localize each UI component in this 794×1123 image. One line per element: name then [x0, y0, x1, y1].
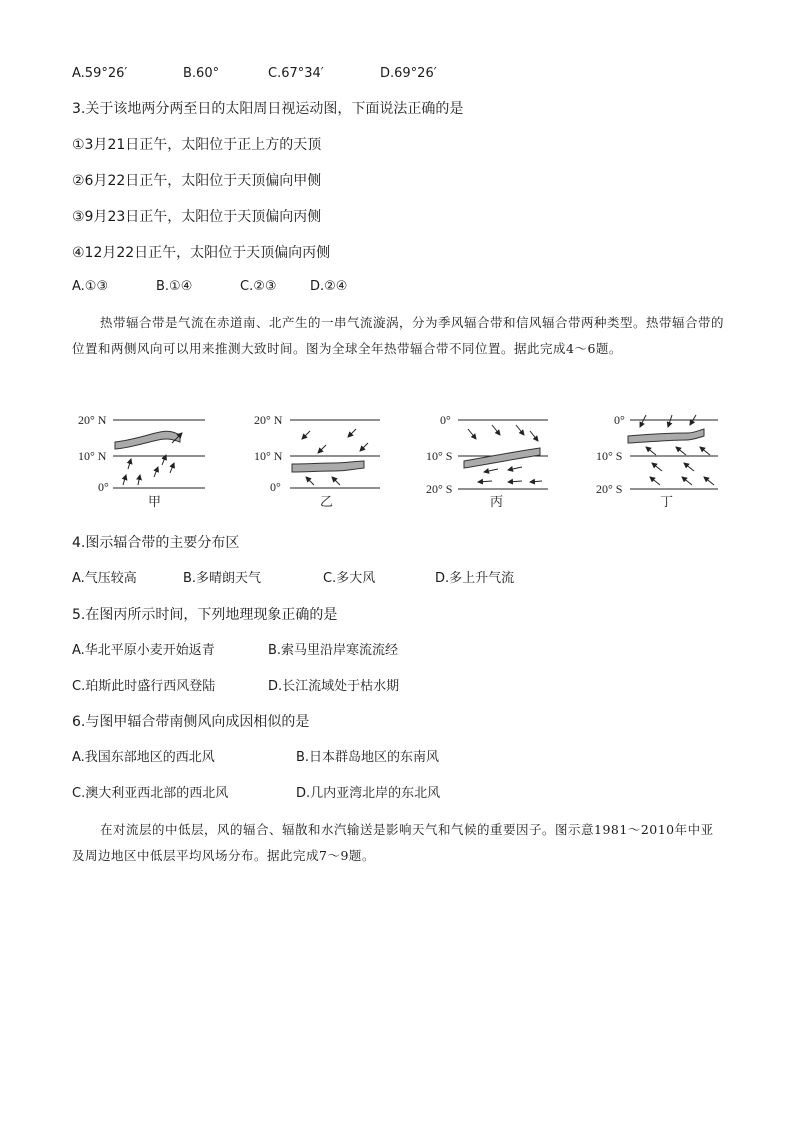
diagram-yi-label-mid: 10° N: [254, 449, 283, 463]
q4-stem: 4.图示辐合带的主要分布区: [72, 535, 240, 551]
q4-option-c: C.多大风: [323, 571, 376, 586]
q5-option-b: B.索马里沿岸寒流流经: [268, 643, 399, 658]
q5-option-c: C.珀斯此时盛行西风登陆: [72, 679, 216, 694]
q2-option-c: C.67°34′: [268, 66, 324, 81]
q3-statement-2: ②6月22日正午，太阳位于天顶偏向甲侧: [72, 173, 322, 189]
diagram-yi-caption: 乙: [320, 495, 334, 510]
convergence-zone-band: [292, 461, 364, 472]
q2-option-b: B.60°: [183, 66, 220, 81]
convergence-zone-band: [628, 429, 704, 443]
q6-option-a: A.我国东部地区的西北风: [72, 750, 215, 765]
q3-option-d: D.②④: [310, 279, 348, 294]
q4-option-b: B.多晴朗天气: [183, 571, 262, 586]
diagram-bing-label-mid: 10° S: [426, 449, 453, 463]
q5-option-d: D.长江流域处于枯水期: [268, 679, 400, 694]
q6-stem: 6.与图甲辐合带南侧风向成因相似的是: [72, 714, 310, 730]
convergence-zone-band: [464, 448, 540, 468]
diagram-bing-label-top: 0°: [440, 413, 451, 427]
diagram-ding: [590, 405, 740, 510]
diagram-jia-caption: 甲: [148, 495, 162, 510]
diagram-jia-label-mid: 10° N: [78, 449, 107, 463]
diagram-bing-caption: 丙: [490, 495, 504, 510]
diagram-yi: [248, 405, 398, 510]
convergence-zone-band: [115, 431, 180, 449]
diagram-ding-label-mid: 10° S: [596, 449, 623, 463]
q6-option-c: C.澳大利亚西北部的西北风: [72, 786, 229, 801]
q4-option-d: D.多上升气流: [435, 571, 515, 586]
q5-option-a: A.华北平原小麦开始返青: [72, 643, 215, 658]
diagram-jia-label-bottom: 0°: [98, 480, 109, 494]
q3-statement-4: ④12月22日正午，太阳位于天顶偏向丙侧: [72, 245, 331, 261]
intro-questions-7-9: 在对流层的中低层，风的辐合、辐散和水汽输送是影响天气和气候的重要因子。图示意1981～2010年中亚及周边地区中低层平均风场分布。据此完成7～9题。: [72, 822, 714, 863]
diagram-bing-label-bottom: 20° S: [426, 482, 453, 496]
q5-stem: 5.在图丙所示时间，下列地理现象正确的是: [72, 607, 338, 623]
diagram-ding-label-bottom: 20° S: [596, 482, 623, 496]
q6-option-d: D.几内亚湾北岸的东北风: [296, 786, 441, 801]
q3-option-c: C.②③: [240, 279, 277, 294]
q3-option-a: A.①③: [72, 279, 109, 294]
diagram-yi-label-bottom: 0°: [270, 480, 281, 494]
intro-questions-4-6: 热带辐合带是气流在赤道南、北产生的一串气流漩涡，分为季风辐合带和信风辐合带两种类型。热带辐合带的位置和两侧风向可以用来推测大致时间。图为全球全年热带辐合带不同位置。据此完成4～6题。: [72, 315, 725, 356]
q2-option-a: A.59°26′: [72, 66, 128, 81]
q4-option-a: A.气压较高: [72, 571, 137, 586]
diagram-jia-label-top: 20° N: [78, 413, 107, 427]
q3-stem: 3.关于该地两分两至日的太阳周日视运动图，下面说法正确的是: [72, 101, 464, 117]
diagram-jia: [68, 405, 218, 510]
q6-option-b: B.日本群岛地区的东南风: [296, 750, 440, 765]
diagram-yi-label-top: 20° N: [254, 413, 283, 427]
q3-statement-3: ③9月23日正午，太阳位于天顶偏向丙侧: [72, 209, 322, 225]
diagram-ding-label-top: 0°: [614, 413, 625, 427]
diagram-ding-caption: 丁: [660, 495, 674, 510]
diagram-bing: [418, 405, 568, 510]
q2-option-d: D.69°26′: [380, 66, 437, 81]
q3-statement-1: ①3月21日正午，太阳位于正上方的天顶: [72, 137, 322, 153]
q3-option-b: B.①④: [156, 279, 193, 294]
